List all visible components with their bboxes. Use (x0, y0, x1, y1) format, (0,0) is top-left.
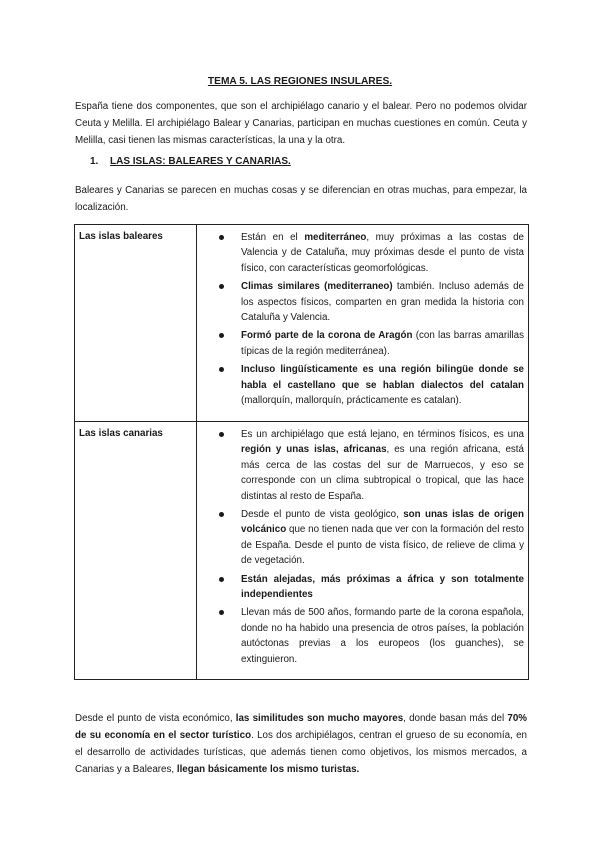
section-heading-text: LAS ISLAS: BALEARES Y CANARIAS. (110, 156, 291, 167)
bullet-item: Formó parte de la corona de Aragón (con las barras amarillas típicas de la región mediterránea). (217, 328, 524, 359)
bullet-item: Desde el punto de vista geológico, son unas islas de origen volcánico que no tienen nada que ver con la formación del resto de España. Desde el punto de vista físico, de relieve de clima y de vegetación. (217, 507, 524, 569)
row-label-baleares: Las islas baleares (75, 225, 197, 422)
page-title: TEMA 5. LAS REGIONES INSULARES. (207, 76, 393, 87)
section-intro-paragraph: Baleares y Canarias se parecen en muchas cosas y se diferencian en otras muchas, para empezar, la localización. (75, 185, 527, 213)
row-content-canarias (197, 422, 529, 680)
bullet-item: Es un archipiélago que está lejano, en términos físicos, es una región y unas islas, africanas, es una región africana, está más cerca de las costas del sur de Marruecos, y eso se corresponde con un clima subtropical o tropical, que las hace distintas al resto de España. (217, 427, 524, 504)
section-heading (90, 156, 291, 167)
table-row-baleares (75, 225, 529, 422)
row-content-baleares (197, 225, 529, 422)
comparison-table (74, 224, 529, 680)
bullet-item: Incluso lingüísticamente es una región bilingüe donde se habla el castellano que se hablan dialectos del catalan (mallorquín, mallorquín, prácticamente es catalan). (217, 362, 524, 408)
bullet-list-canarias (217, 427, 524, 667)
bullet-item: Están alejadas, más próximas a áfrica y son totalmente independientes (217, 572, 524, 603)
table-row-canarias (75, 422, 529, 680)
section-number: 1. (90, 156, 99, 167)
row-label-canarias: Las islas canarias (75, 422, 197, 680)
conclusion-paragraph: Desde el punto de vista económico, las similitudes son mucho mayores, donde basan más del 70% de su economía en el sector turístico. Los dos archipiélagos, centran el grueso de su economía, en el desarrollo de actividades turísticas, que además tienen como objetivos, los mismos mercados, a Canarias y a Baleares, llegan básicamente los mismo turistas. (75, 713, 527, 775)
intro-paragraph: España tiene dos componentes, que son el archipiélago canario y el balear. Pero no podemos olvidar Ceuta y Melilla. El archipiélago Balear y Canarias, participan en muchas cuestiones en común. Ceuta y Melilla, casi tienen las mismas características, la una y la otra. (75, 101, 527, 146)
bullet-item: Llevan más de 500 años, formando parte de la corona española, donde no ha habido una presencia de otros países, la población autóctonas previas a los europeos (los guanches), se extinguieron. (217, 605, 524, 667)
bullet-item: Están en el mediterráneo, muy próximas a las costas de Valencia y de Cataluña, muy próximas desde el punto de vista físico, con características geomorfológicas. (217, 230, 524, 276)
bullet-item: Climas similares (mediterraneo) también. Incluso además de los aspectos físicos, comparten en gran medida la historia con Cataluña y Valencia. (217, 279, 524, 325)
bullet-list-baleares (217, 230, 524, 408)
